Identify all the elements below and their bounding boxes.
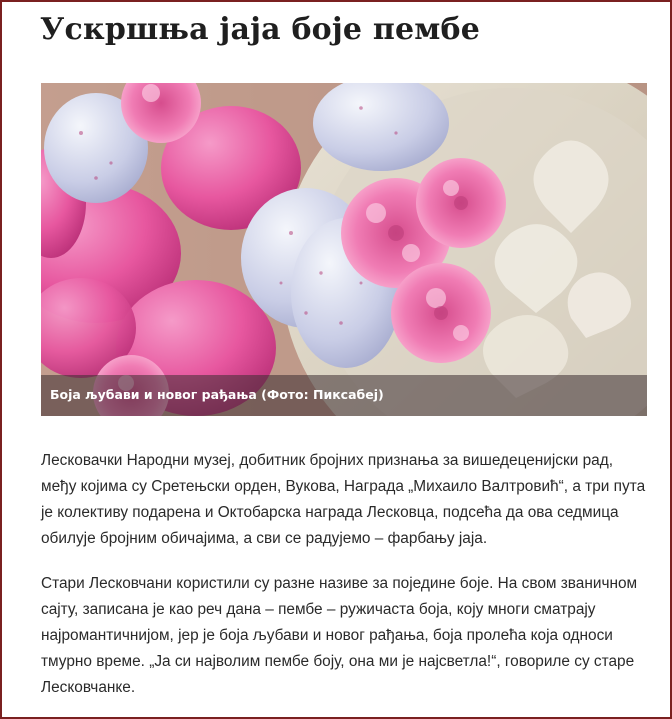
easter-eggs-photo <box>41 83 647 416</box>
article-paragraph: Лесковачки Народни музеј, добитник бројних признања за вишедеценијски рад, међу којима су Сретењски орден, Вукова, Награда „Михаило Валтровић“, а три пута је колективу подарена и Октобарска награда Лесковца, подсећа да ова седмица обилује бројним обичајима, а сви се радујемо – фарбању јаја. <box>41 452 646 547</box>
article-figure <box>41 83 647 416</box>
image-caption: Боја љубави и новог рађања (Фото: Пиксабеј) <box>50 387 384 402</box>
article-paragraph: Стари Лесковчани користили су разне називе за поједине боје. На свом званичном сајту, записана је као реч дана – пембе – ружичаста боја, коју многи сматрају најромантичнијом, јер је боја љубави и новог рађања, боја пролећа која односи тмурно време. „Ја си најволим пембе боју, она ми је најсветла!“, говориле су старе Лесковчанке. <box>41 575 638 696</box>
article-title: Ускршња јаја боје пембе <box>40 12 481 47</box>
caption-bar <box>41 375 647 416</box>
